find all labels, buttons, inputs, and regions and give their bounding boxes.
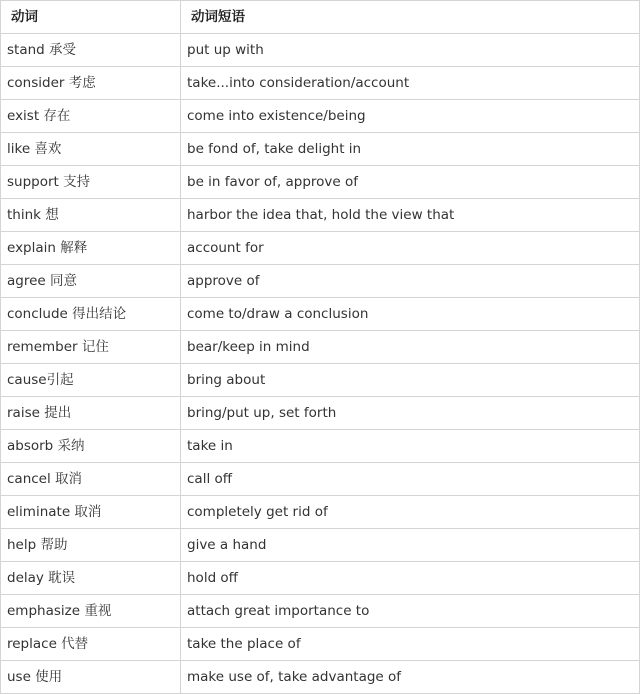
table-row [1, 628, 640, 661]
verb-phrase-cell: take the place of [181, 628, 640, 661]
table-row [1, 397, 640, 430]
header-verb-phrase: 动词短语 [181, 1, 640, 34]
verb-cell: stand 承受 [1, 34, 181, 67]
table-row [1, 67, 640, 100]
verb-cell: cancel 取消 [1, 463, 181, 496]
verb-phrase-cell: bring/put up, set forth [181, 397, 640, 430]
verb-phrase-cell: be in favor of, approve of [181, 166, 640, 199]
verb-cell: like 喜欢 [1, 133, 181, 166]
verb-phrase-cell: come to/draw a conclusion [181, 298, 640, 331]
verb-cell: think 想 [1, 199, 181, 232]
table-row [1, 232, 640, 265]
verb-cell: remember 记住 [1, 331, 181, 364]
table-row [1, 265, 640, 298]
table-row [1, 463, 640, 496]
verb-phrase-cell: completely get rid of [181, 496, 640, 529]
verb-cell: emphasize 重视 [1, 595, 181, 628]
table-row [1, 34, 640, 67]
verb-phrase-cell: be fond of, take delight in [181, 133, 640, 166]
verb-cell: consider 考虑 [1, 67, 181, 100]
verb-cell: exist 存在 [1, 100, 181, 133]
verb-phrase-cell: give a hand [181, 529, 640, 562]
verb-cell: support 支持 [1, 166, 181, 199]
verb-cell: replace 代替 [1, 628, 181, 661]
verb-cell: help 帮助 [1, 529, 181, 562]
verb-phrase-cell: harbor the idea that, hold the view that [181, 199, 640, 232]
table-row [1, 496, 640, 529]
verb-phrase-cell: attach great importance to [181, 595, 640, 628]
verb-phrase-cell: put up with [181, 34, 640, 67]
table-row [1, 166, 640, 199]
verb-cell: explain 解释 [1, 232, 181, 265]
table-row [1, 298, 640, 331]
table-row [1, 562, 640, 595]
header-verb: 动词 [1, 1, 181, 34]
verb-phrase-cell: approve of [181, 265, 640, 298]
verb-cell: cause引起 [1, 364, 181, 397]
table-row [1, 199, 640, 232]
verb-phrase-cell: take in [181, 430, 640, 463]
verb-phrase-cell: call off [181, 463, 640, 496]
table-row [1, 331, 640, 364]
verb-cell: use 使用 [1, 661, 181, 694]
table-row [1, 364, 640, 397]
verb-phrase-cell: come into existence/being [181, 100, 640, 133]
verb-cell: delay 耽误 [1, 562, 181, 595]
verb-phrase-cell: take...into consideration/account [181, 67, 640, 100]
verb-cell: agree 同意 [1, 265, 181, 298]
verb-cell: raise 提出 [1, 397, 181, 430]
verb-phrase-cell: make use of, take advantage of [181, 661, 640, 694]
verb-cell: absorb 采纳 [1, 430, 181, 463]
table-header-row [1, 1, 640, 34]
table-row [1, 133, 640, 166]
table-row [1, 529, 640, 562]
table-body [1, 34, 640, 694]
table-row [1, 661, 640, 694]
verb-phrase-cell: hold off [181, 562, 640, 595]
verb-phrase-cell: bring about [181, 364, 640, 397]
verb-cell: conclude 得出结论 [1, 298, 181, 331]
table-row [1, 100, 640, 133]
verb-cell: eliminate 取消 [1, 496, 181, 529]
verb-phrase-cell: bear/keep in mind [181, 331, 640, 364]
table-row [1, 595, 640, 628]
verb-phrase-cell: account for [181, 232, 640, 265]
table-row [1, 430, 640, 463]
